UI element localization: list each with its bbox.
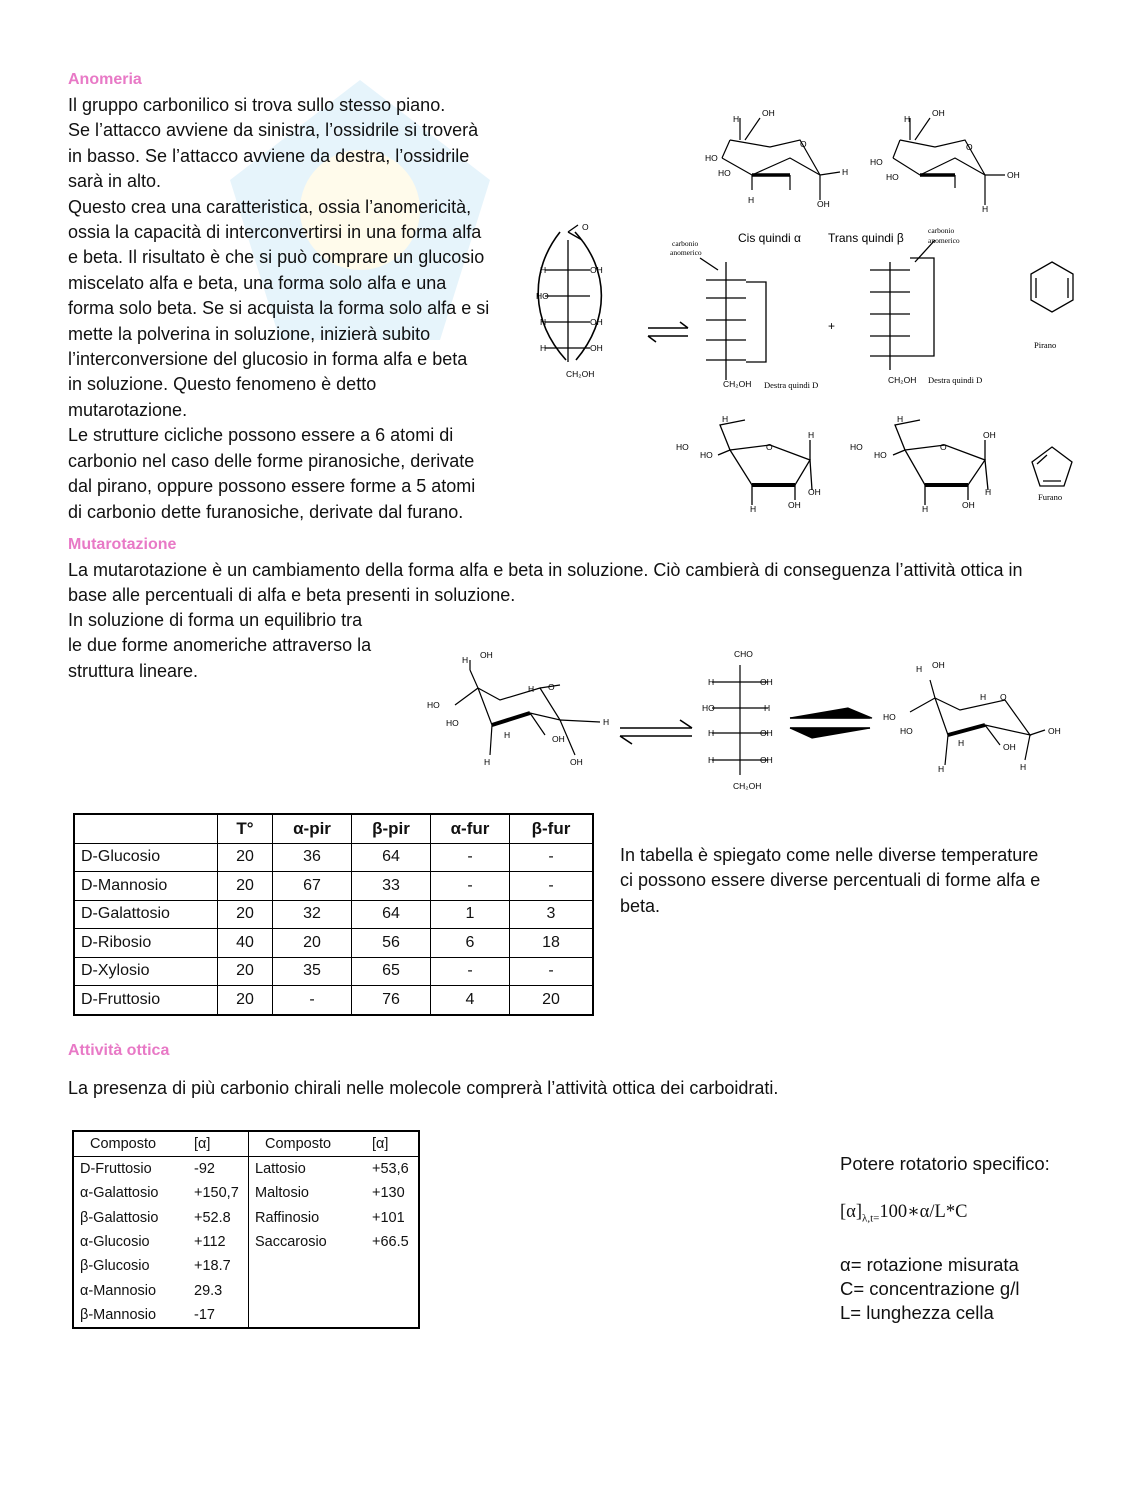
table-cell bbox=[366, 1278, 419, 1302]
table-cell: 35 bbox=[273, 957, 352, 986]
svg-text:carbonio: carbonio bbox=[672, 239, 699, 248]
svg-text:HO: HO bbox=[874, 450, 887, 460]
svg-text:OH: OH bbox=[1048, 726, 1061, 736]
svg-text:H: H bbox=[982, 204, 989, 214]
svg-text:H: H bbox=[916, 664, 923, 674]
svg-text:CH₂OH: CH₂OH bbox=[566, 369, 595, 379]
svg-text:H: H bbox=[958, 738, 965, 748]
table-cell: - bbox=[431, 872, 510, 901]
table-cell: - bbox=[510, 843, 594, 872]
table-cell: +112 bbox=[188, 1230, 249, 1254]
svg-text:HO: HO bbox=[427, 700, 440, 710]
table-cell: 1 bbox=[431, 900, 510, 929]
svg-text:anomerico: anomerico bbox=[670, 248, 702, 257]
svg-text:+: + bbox=[828, 319, 836, 333]
equilibrium-arrow-2 bbox=[790, 718, 870, 728]
table-row bbox=[73, 1230, 419, 1254]
table-cell: +150,7 bbox=[188, 1181, 249, 1205]
table-cell: α-Glucosio bbox=[80, 1234, 150, 1251]
mutarotazione-heading: Mutarotazione bbox=[68, 536, 177, 553]
svg-text:OH: OH bbox=[480, 650, 493, 660]
table-cell: +53,6 bbox=[372, 1161, 409, 1178]
table-header-cell: β-pir bbox=[352, 814, 431, 843]
svg-text:H: H bbox=[750, 504, 757, 514]
svg-text:HO: HO bbox=[700, 450, 713, 460]
table-cell: 33 bbox=[352, 872, 431, 901]
table-cell: +130 bbox=[372, 1185, 405, 1202]
equilibrium-arrow-1 bbox=[620, 720, 692, 744]
svg-text:H: H bbox=[1020, 762, 1027, 772]
table-note-line: In tabella è spiegato come nelle diverse temperature bbox=[620, 845, 1039, 865]
table-cell: 6 bbox=[431, 929, 510, 958]
svg-text:OH: OH bbox=[1007, 170, 1020, 180]
svg-text:H: H bbox=[842, 167, 849, 177]
anomeria-line: ossia la capacità di interconvertirsi in una forma alfa bbox=[68, 222, 482, 243]
table-cell: D-Glucosio bbox=[74, 843, 218, 872]
table-cell: 20 bbox=[218, 872, 273, 901]
table-row bbox=[73, 1206, 419, 1230]
table-cell: 36 bbox=[273, 843, 352, 872]
table-cell: 20 bbox=[510, 986, 594, 1015]
table-cell: 64 bbox=[352, 843, 431, 872]
table-cell: β-Galattosio bbox=[80, 1209, 159, 1226]
table-cell bbox=[249, 1303, 367, 1328]
svg-text:OH: OH bbox=[570, 757, 583, 767]
svg-text:OH: OH bbox=[932, 660, 945, 670]
svg-text:O: O bbox=[548, 682, 555, 692]
svg-text:H: H bbox=[764, 703, 771, 713]
furan-ring bbox=[1032, 447, 1072, 486]
svg-text:H: H bbox=[733, 114, 740, 124]
table-cell: 20 bbox=[218, 957, 273, 986]
svg-text:OH: OH bbox=[808, 487, 821, 497]
table-cell: -17 bbox=[188, 1303, 249, 1328]
table-cell: +18.7 bbox=[188, 1254, 249, 1278]
anomeria-line: di carbonio dette furanosiche, derivate dal furano. bbox=[68, 501, 464, 522]
svg-text:OH: OH bbox=[962, 500, 975, 510]
table-note-line: beta. bbox=[620, 895, 661, 916]
table-cell: β-Glucosio bbox=[80, 1258, 150, 1275]
table-row bbox=[74, 929, 593, 958]
formula-definition: C= concentrazione g/l bbox=[840, 1277, 1020, 1299]
svg-text:H: H bbox=[540, 317, 547, 327]
table-cell: - bbox=[510, 872, 594, 901]
svg-text:H: H bbox=[540, 343, 547, 353]
anomeria-line: carbonio nel caso delle forme piranosiche, derivate bbox=[68, 450, 475, 471]
table-cell: Lattosio bbox=[255, 1161, 306, 1178]
beta-glucopyranose bbox=[910, 680, 1045, 765]
svg-text:O: O bbox=[940, 442, 947, 452]
mutarotazione-line: base alle percentuali di alfa e beta presenti in soluzione. bbox=[68, 585, 516, 606]
anomeria-line: mette la polverina in soluzione, inizierà subito bbox=[68, 323, 431, 344]
svg-text:OH: OH bbox=[590, 317, 603, 327]
alpha-glucopyranose bbox=[455, 660, 600, 755]
table-cell: 65 bbox=[352, 957, 431, 986]
table-cell: 56 bbox=[352, 929, 431, 958]
svg-text:CH₂OH: CH₂OH bbox=[888, 375, 917, 385]
table-cell bbox=[249, 1254, 367, 1278]
table-header-cell: T° bbox=[218, 814, 273, 843]
svg-text:CH₂OH: CH₂OH bbox=[723, 379, 752, 389]
svg-text:O: O bbox=[582, 222, 589, 232]
mutarotazione-line: le due forme anomeriche attraverso la bbox=[68, 635, 372, 656]
rotation-table bbox=[72, 1130, 420, 1329]
table-cell: - bbox=[273, 986, 352, 1015]
table-cell: -92 bbox=[188, 1157, 249, 1182]
anomeria-line: mutarotazione. bbox=[68, 399, 188, 420]
table-row bbox=[73, 1181, 419, 1205]
table-cell: α-Galattosio bbox=[80, 1185, 159, 1202]
svg-text:H: H bbox=[528, 684, 535, 694]
svg-text:HO: HO bbox=[702, 703, 715, 713]
table-cell: 40 bbox=[218, 929, 273, 958]
table-cell: 3 bbox=[510, 900, 594, 929]
table-row bbox=[73, 1278, 419, 1302]
svg-text:HO: HO bbox=[718, 168, 731, 178]
table-header-cell bbox=[74, 814, 218, 843]
table-cell: β-Mannosio bbox=[80, 1306, 157, 1323]
alpha-pyranose-chair bbox=[722, 118, 840, 200]
attivita-heading: Attività ottica bbox=[68, 1042, 170, 1059]
table-row bbox=[73, 1254, 419, 1278]
svg-text:OH: OH bbox=[590, 343, 603, 353]
svg-text:Pirano: Pirano bbox=[1034, 340, 1057, 350]
table-cell: D-Ribosio bbox=[74, 929, 218, 958]
anomeria-line: dal pirano, oppure possono essere forme a 5 atomi bbox=[68, 476, 476, 497]
svg-text:HO: HO bbox=[705, 153, 718, 163]
svg-text:OH: OH bbox=[983, 430, 996, 440]
anomeria-line: l’interconversione del glucosio in forma alfa e beta bbox=[68, 349, 468, 370]
svg-text:anomerico: anomerico bbox=[928, 236, 960, 245]
svg-text:OH: OH bbox=[788, 500, 801, 510]
svg-text:carbonio: carbonio bbox=[928, 226, 955, 235]
svg-text:H: H bbox=[603, 717, 610, 727]
table-cell: 18 bbox=[510, 929, 594, 958]
svg-text:H: H bbox=[748, 195, 755, 205]
table-row bbox=[74, 872, 593, 901]
formula-definition: α= rotazione misurata bbox=[840, 1253, 1019, 1275]
table-cell: α-Mannosio bbox=[80, 1282, 157, 1299]
svg-text:OH: OH bbox=[932, 108, 945, 118]
table-cell: - bbox=[431, 843, 510, 872]
mutarotation-figure bbox=[420, 640, 1080, 795]
table-cell: 20 bbox=[273, 929, 352, 958]
svg-text:OH: OH bbox=[762, 108, 775, 118]
table-header-cell: Composto bbox=[249, 1131, 367, 1157]
svg-text:O: O bbox=[800, 139, 807, 149]
table-cell: D-Mannosio bbox=[74, 872, 218, 901]
beta-furanose-ring bbox=[893, 420, 988, 505]
svg-text:Destra quindi D: Destra quindi D bbox=[928, 375, 983, 385]
table-cell: - bbox=[510, 957, 594, 986]
alpha-cyclic-fischer bbox=[700, 258, 766, 380]
svg-text:H: H bbox=[980, 692, 987, 702]
anomeria-line: sarà in alto. bbox=[68, 171, 162, 192]
svg-text:H: H bbox=[808, 430, 815, 440]
table-cell: D-Fruttosio bbox=[80, 1161, 152, 1178]
svg-text:HO: HO bbox=[446, 718, 459, 728]
svg-text:O: O bbox=[966, 142, 973, 152]
anomeria-line: in soluzione. Questo fenomeno è detto bbox=[68, 374, 377, 395]
table-row bbox=[74, 900, 593, 929]
anomeria-line: Se l’attacco avviene da sinistra, l’ossidrile si troverà bbox=[68, 120, 479, 141]
svg-text:CHO: CHO bbox=[734, 649, 753, 659]
table-header-cell: Composto bbox=[73, 1131, 188, 1157]
svg-text:OH: OH bbox=[760, 755, 773, 765]
table-row bbox=[74, 957, 593, 986]
specific-rotation-formula bbox=[840, 1152, 1050, 1325]
svg-text:O: O bbox=[766, 442, 773, 452]
anomeria-heading: Anomeria bbox=[68, 71, 142, 88]
svg-text:Destra quindi D: Destra quindi D bbox=[764, 380, 819, 390]
attivita-paragraph: La presenza di più carbonio chirali nelle molecole comprerà l’attività ottica dei carboidrati. bbox=[68, 1078, 779, 1098]
svg-text:HO: HO bbox=[676, 442, 689, 452]
table-row bbox=[73, 1303, 419, 1328]
svg-text:OH: OH bbox=[552, 734, 565, 744]
table-cell: 20 bbox=[218, 986, 273, 1015]
svg-text:H: H bbox=[897, 414, 904, 424]
table-header-cell: [α] bbox=[188, 1131, 249, 1157]
formula-definitions bbox=[840, 1253, 1050, 1325]
cis-label: Cis quindi α bbox=[738, 231, 801, 245]
table-row bbox=[73, 1157, 419, 1182]
table-cell: 76 bbox=[352, 986, 431, 1015]
table-header-cell: β-fur bbox=[510, 814, 594, 843]
formula-expression: $[\alpha]_{\lambda,t=}100∗\alpha/L*C$ bbox=[840, 1202, 968, 1225]
svg-text:H: H bbox=[708, 677, 715, 687]
anomeria-line: Il gruppo carbonilico si trova sullo stesso piano. bbox=[68, 95, 446, 115]
anomeria-line: in basso. Se l’attacco avviene da destra, l’ossidrile bbox=[68, 145, 470, 166]
svg-text:CH₂OH: CH₂OH bbox=[733, 781, 762, 791]
table-header-cell: α-fur bbox=[431, 814, 510, 843]
table-cell: 29.3 bbox=[188, 1278, 249, 1302]
table-note-line: ci possono essere diverse percentuali di forme alfa e bbox=[620, 870, 1041, 891]
svg-text:HO: HO bbox=[870, 157, 883, 167]
svg-text:H: H bbox=[504, 730, 511, 740]
anomeria-line: Questo crea una caratteristica, ossia l’anomericità, bbox=[68, 196, 472, 217]
table-cell bbox=[366, 1254, 419, 1278]
mutarotazione-line: struttura lineare. bbox=[68, 660, 199, 681]
formula-title: Potere rotatorio specifico: bbox=[840, 1153, 1050, 1174]
table-cell bbox=[249, 1278, 367, 1302]
pyran-ring bbox=[1031, 262, 1073, 312]
svg-text:HO: HO bbox=[900, 726, 913, 736]
svg-text:O: O bbox=[1000, 692, 1007, 702]
svg-text:H: H bbox=[904, 114, 911, 124]
table-cell: +101 bbox=[372, 1209, 405, 1226]
anomeria-paragraph bbox=[68, 93, 489, 525]
table-note bbox=[620, 843, 1040, 919]
svg-text:Furano: Furano bbox=[1038, 492, 1063, 502]
svg-text:H: H bbox=[540, 265, 547, 275]
table-cell: 4 bbox=[431, 986, 510, 1015]
table-row bbox=[74, 843, 593, 872]
svg-text:OH: OH bbox=[760, 677, 773, 687]
table-cell: D-Xylosio bbox=[74, 957, 218, 986]
anomeria-figure bbox=[530, 105, 1090, 525]
table-cell: D-Galattosio bbox=[74, 900, 218, 929]
svg-text:H: H bbox=[985, 487, 992, 497]
anomeria-line: miscelato alfa e beta, una forma solo alfa e una bbox=[68, 272, 447, 293]
table-header-cell: α-pir bbox=[273, 814, 352, 843]
svg-text:HO: HO bbox=[883, 712, 896, 722]
table-cell: 64 bbox=[352, 900, 431, 929]
table-cell: Maltosio bbox=[255, 1185, 309, 1202]
table-cell: 67 bbox=[273, 872, 352, 901]
svg-text:H: H bbox=[922, 504, 929, 514]
table-cell: D-Fruttosio bbox=[74, 986, 218, 1015]
table-cell: 20 bbox=[218, 843, 273, 872]
svg-text:H: H bbox=[722, 414, 729, 424]
anomeria-line: e beta. Il risultato è che si può comprare un glucosio bbox=[68, 247, 485, 268]
table-cell: 20 bbox=[218, 900, 273, 929]
mutarotazione-line: In soluzione di forma un equilibrio tra bbox=[68, 610, 363, 630]
table-row bbox=[74, 986, 593, 1015]
svg-text:HO: HO bbox=[536, 291, 549, 301]
svg-text:H: H bbox=[484, 757, 491, 767]
table-cell: Saccarosio bbox=[255, 1234, 327, 1251]
table-cell bbox=[366, 1303, 419, 1328]
anomeria-line: Le strutture cicliche possono essere a 6 atomi di bbox=[68, 425, 454, 446]
svg-text:H: H bbox=[938, 764, 945, 774]
table-cell: +52.8 bbox=[188, 1206, 249, 1230]
svg-text:OH: OH bbox=[760, 728, 773, 738]
formula-definition: L= lunghezza cella bbox=[840, 1301, 994, 1323]
beta-pyranose-chair bbox=[893, 118, 1005, 205]
table-cell: Raffinosio bbox=[255, 1209, 320, 1226]
svg-text:HO: HO bbox=[886, 172, 899, 182]
anomeria-line: forma solo beta. Se si acquista la forma solo alfa e si bbox=[68, 298, 490, 319]
table-header-cell: [α] bbox=[366, 1131, 419, 1157]
svg-text:OH: OH bbox=[1003, 742, 1016, 752]
svg-text:HO: HO bbox=[850, 442, 863, 452]
mutarotazione-line: La mutarotazione è un cambiamento della forma alfa e beta in soluzione. Ciò cambierà di conseguenza l’attività ottica in bbox=[68, 560, 1023, 580]
table-cell: - bbox=[431, 957, 510, 986]
table-cell: +66.5 bbox=[372, 1234, 409, 1251]
svg-text:OH: OH bbox=[590, 265, 603, 275]
svg-text:H: H bbox=[708, 728, 715, 738]
svg-text:OH: OH bbox=[817, 199, 830, 209]
trans-label: Trans quindi β bbox=[828, 231, 904, 245]
mutarotazione-paragraph bbox=[68, 558, 1023, 609]
table-cell: 32 bbox=[273, 900, 352, 929]
mutarotazione-short-paragraph bbox=[68, 608, 371, 684]
beta-cyclic-fischer bbox=[870, 240, 935, 370]
svg-text:H: H bbox=[708, 755, 715, 765]
svg-text:H: H bbox=[462, 655, 469, 665]
anomer-percent-table bbox=[73, 813, 594, 1016]
